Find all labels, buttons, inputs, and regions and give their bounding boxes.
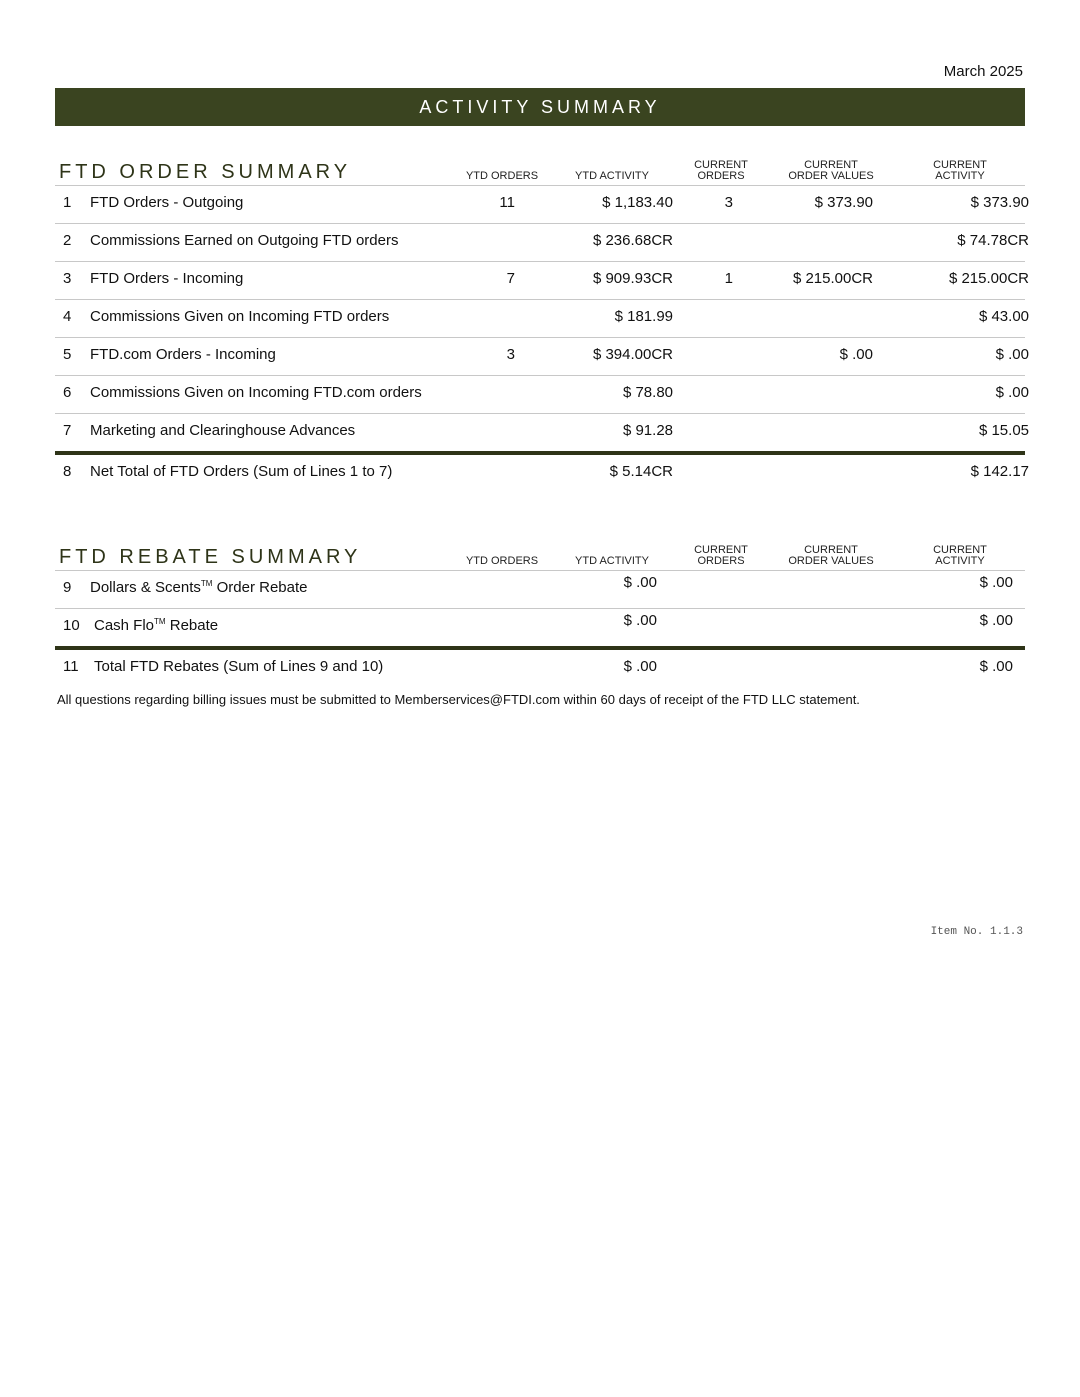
line-number: 5	[63, 346, 72, 363]
ytd-orders-value: 7	[506, 270, 515, 287]
current-activity-value: $ .00	[979, 612, 1013, 629]
col-ytd-orders: YTD ORDERS	[465, 555, 539, 567]
line-number: 6	[63, 384, 72, 401]
ytd-orders-value: 3	[506, 346, 515, 363]
line-label-suffix: Rebate	[165, 617, 219, 634]
col-ytd-activity: YTD ACTIVITY	[575, 170, 649, 182]
ytd-activity-value: $ 1,183.40	[602, 194, 673, 211]
line-label: Commissions Given on Incoming FTD.com orders	[90, 384, 422, 401]
current-activity-value: $ 373.90	[970, 194, 1029, 211]
col-ytd-orders: YTD ORDERS	[465, 170, 539, 182]
line-label: Net Total of FTD Orders (Sum of Lines 1 to 7)	[90, 463, 393, 480]
rebate-summary-title: FTD REBATE SUMMARY	[59, 546, 362, 568]
ytd-activity-value: $ 394.00CR	[592, 346, 673, 363]
col-current-order-values: CURRENT ORDER VALUES	[788, 159, 874, 182]
ytd-activity-value: $ 5.14CR	[609, 463, 673, 480]
table-row	[55, 650, 1025, 687]
line-label: FTD Orders - Outgoing	[90, 194, 244, 211]
statement-date: March 2025	[943, 63, 1023, 80]
item-number: Item No. 1.1.3	[930, 926, 1023, 938]
ytd-activity-value: $ .00	[623, 574, 657, 591]
col-current-orders: CURRENT ORDERS	[694, 159, 748, 182]
line-number: 3	[63, 270, 72, 287]
line-number: 1	[63, 194, 72, 211]
current-order-values-value: $ .00	[839, 346, 873, 363]
line-label-text: Dollars & Scents	[90, 579, 201, 596]
table-row	[55, 571, 1025, 609]
line-label: Marketing and Clearinghouse Advances	[90, 422, 356, 439]
line-number: 11	[63, 658, 79, 675]
current-activity-value: $ 215.00CR	[948, 270, 1029, 287]
line-number: 8	[63, 463, 72, 480]
col-current-orders: CURRENT ORDERS	[694, 544, 748, 567]
ytd-orders-value: 11	[499, 194, 515, 211]
table-row	[55, 414, 1029, 455]
line-label-suffix: Order Rebate	[212, 579, 308, 596]
table-row	[55, 186, 1029, 224]
table-row	[55, 224, 1029, 262]
col-ytd-activity: YTD ACTIVITY	[575, 555, 649, 567]
line-label	[94, 658, 383, 675]
table-row	[55, 262, 1029, 300]
rebate-summary-header	[55, 538, 1025, 571]
table-row	[55, 609, 1025, 650]
line-number: 10	[63, 617, 80, 634]
order-summary-title: FTD ORDER SUMMARY	[59, 161, 352, 183]
ftd-rebate-summary-section	[55, 538, 1025, 687]
table-row	[55, 455, 1029, 492]
current-orders-value: 3	[724, 194, 733, 211]
line-number: 2	[63, 232, 72, 249]
ytd-activity-value: $ 236.68CR	[592, 232, 673, 249]
current-activity-value: $ .00	[995, 384, 1029, 401]
current-activity-value: $ 142.17	[970, 463, 1029, 480]
current-activity-value: $ 74.78CR	[957, 232, 1029, 249]
ytd-activity-value: $ 78.80	[622, 384, 673, 401]
order-summary-header	[55, 153, 1025, 186]
ytd-activity-value: $ 181.99	[614, 308, 673, 325]
line-number: 4	[63, 308, 72, 325]
ytd-activity-value: $ .00	[623, 658, 657, 675]
line-label	[90, 579, 307, 596]
ytd-activity-value: $ 91.28	[622, 422, 673, 439]
line-number: 7	[63, 422, 72, 439]
current-orders-value: 1	[724, 270, 733, 287]
current-activity-value: $ .00	[979, 658, 1013, 675]
current-order-values-value: $ 215.00CR	[792, 270, 873, 287]
current-activity-value: $ 43.00	[978, 308, 1029, 325]
line-label: Commissions Given on Incoming FTD orders	[90, 308, 390, 325]
line-label-text: Total FTD Rebates (Sum of Lines 9 and 10)	[94, 658, 384, 675]
table-row	[55, 338, 1029, 376]
line-label	[94, 617, 218, 634]
line-label-text: Cash Flo	[94, 617, 155, 634]
col-current-activity: CURRENT ACTIVITY	[933, 544, 987, 567]
trademark-mark: TM	[154, 617, 166, 626]
ytd-activity-value: $ 909.93CR	[592, 270, 673, 287]
current-activity-value: $ .00	[995, 346, 1029, 363]
line-label: FTD Orders - Incoming	[90, 270, 244, 287]
billing-footnote: All questions regarding billing issues must be submitted to Memberservices@FTDI.com within 60 days of receipt of the FTD LLC statement.	[57, 692, 860, 707]
current-activity-value: $ 15.05	[978, 422, 1029, 439]
activity-summary-banner: ACTIVITY SUMMARY	[55, 88, 1025, 126]
col-current-order-values: CURRENT ORDER VALUES	[788, 544, 874, 567]
table-row	[55, 376, 1029, 414]
ftd-order-summary-section	[55, 153, 1029, 492]
line-number: 9	[63, 579, 72, 596]
col-current-activity: CURRENT ACTIVITY	[933, 159, 987, 182]
current-order-values-value: $ 373.90	[814, 194, 873, 211]
line-label: Commissions Earned on Outgoing FTD orders	[90, 232, 399, 249]
ytd-activity-value: $ .00	[623, 612, 657, 629]
current-activity-value: $ .00	[979, 574, 1013, 591]
table-row	[55, 300, 1029, 338]
line-label: FTD.com Orders - Incoming	[90, 346, 276, 363]
trademark-mark: TM	[200, 579, 213, 588]
